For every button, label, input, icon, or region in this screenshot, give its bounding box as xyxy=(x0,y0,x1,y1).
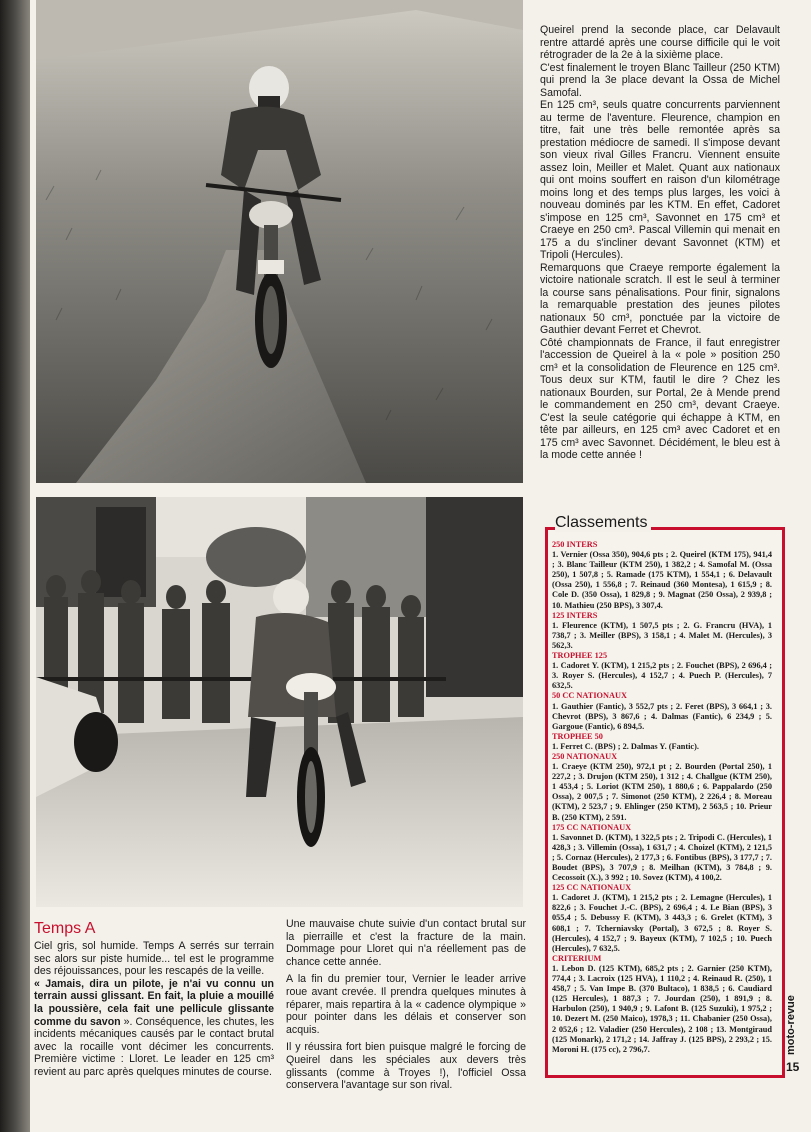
article-paragraph: Il y réussira fort bien puisque malgré le forcing de Queirel dans les spéciales aux devers très glissants (comme à Troyes !), l'officiel Ossa conservera l'avantage sur son rival. xyxy=(286,1041,526,1092)
category-results: 1. Gauthier (Fantic), 3 552,7 pts ; 2. Feret (BPS), 3 664,1 ; 3. Chevrot (BPS), 3 867,6 ; 4. Dalmas (Fantic), 6 234,9 ; 5. Gargoue (Fantic), 6 894,5. xyxy=(552,701,772,731)
article-paragraph: C'est finalement le troyen Blanc Tailleur (250 KTM) qui prend la 3e place devant la Ossa de Michel Samofal. xyxy=(540,61,780,99)
category-results: 1. Craeye (KTM 250), 972,1 pt ; 2. Bourden (Portal 250), 1 227,2 ; 3. Drujon (KTM 250), 1 312 ; 4. Challgue (KTM 250), 1 453,4 ; 5. Loriot (KTM 250), 1 880,6 ; 6. Pappalardo (250 Ossa), 2 007,5 ; 7. Simonot (250 KTM), 2 226,4 ; 8. Moreau (KTM), 2 523,7 ; 9. Ehlinger (250 KTM), 2 563,5 ; 10. Prieur B. (250 KTM), 2 591. xyxy=(552,762,772,822)
category-results: 1. Lebon D. (125 KTM), 685,2 pts ; 2. Garnier (250 KTM), 774,4 ; 3. Lacroix (125 HVA), 1 110,2 ; 4. Reinaud R. (250), 1 458,7 ; 5. Van Impe B. (370 Bultaco), 1 838,5 ; 6. Caudiard (125 Hercules), 1 887,3 ; 7. Jourdan (250), 1 891,9 ; 8. Harbulon (250), 1 940,9 ; 9. Lafont B. (125 Suzuki), 1 975,2 ; 10. Dezert M. (250 Maico), 1978,3 ; 11. Chabanier (250 Ossa), 2 052,6 ; 12. Valadier (250 Hercules), 2 108 ; 13. Montgiraud (125 Monark), 2 171,2 ; 14. Jaffray J. (125 BPS), 2 293,2 ; 15. Moroni H. (175 cc), 2 796,7. xyxy=(552,963,772,1054)
category-heading: 125 INTERS xyxy=(552,610,598,620)
section-title: Temps A xyxy=(34,920,96,937)
category-results: 1. Savonnet D. (KTM), 1 322,5 pts ; 2. Tripodi C. (Hercules), 1 428,3 ; 3. Villemin (Ossa), 1 631,7 ; 4. Choizel (KTM), 2 121,5 ; 5. Cornaz (Hercules), 2 177,3 ; 6. Fontibus (BPS), 3 177,7 ; 7. Boudet (BPS), 3 707,9 ; 8. Meilhan (KTM), 3 784,8 ; 9. Cecossoit (X.), 3 992 ; 10. Sovez (KTM), 4 100,2. xyxy=(552,832,772,883)
category-results: 1. Fleurence (KTM), 1 507,5 pts ; 2. G. Francru (HVA), 1 738,7 ; 3. Meiller (BPS), 3 158,1 ; 4. Malet M. (Hercules), 3 562,3. xyxy=(552,620,772,650)
left-photo-strip xyxy=(0,0,30,1132)
classements-content xyxy=(552,540,772,1055)
quote-bold: je n'ai vu connu un terrain aussi glissant. En fait, la pluie a mouillé la poussière, cela fait une pellicule glissante comme du savon xyxy=(34,977,275,1028)
article-paragraph: Remarquons que Craeye remporte également la victoire nationale scratch. Il est le seul à terminer la course sans pénalisations. Pour finir, signalons la remarquable prestation des jeunes pilotes nationaux 50 cm³, ponctuée par la victoire de Gauthier devant Ferret et Chevrot. xyxy=(540,261,780,336)
category-heading: 125 CC NATIONAUX xyxy=(552,883,632,893)
article-paragraph-quote xyxy=(34,978,274,1079)
article-paragraph: Queirel prend la seconde place, car Delavault rentre attardé après une course difficile qui le voit rétrograder de la 2e à la sixième place. xyxy=(540,24,780,61)
category-results: 1. Cadoret Y. (KTM), 1 215,2 pts ; 2. Fouchet (BPS), 2 696,4 ; 3. Royer S. (Hercules), 4 152,7 ; 4. Puech P. (Hercules), 7 632,5. xyxy=(552,661,772,691)
category-results: 1. Cadoret J. (KTM), 1 215,2 pts ; 2. Lemagne (Hercules), 1 822,6 ; 3. Fouchet J.-C. (BPS), 2 696,4 ; 4. Le Bian (BPS), 3 055,4 ; 5. Debussy F. (KTM), 3 443,3 ; 6. Grelet (KTM), 3 608,1 ; 7. Tcherniavsky (Portal), 3 672,5 ; 8. Royer S. (Hercules), 4 152,7 ; 9. Bayeux (KTM), 7 102,5 ; 10. Puech (Hercules), 7 632,5. xyxy=(552,893,772,953)
article-paragraph: En 125 cm³, seuls quatre concurrents parviennent au terme de l'aventure. Fleurence, champion en titre, fait une très belle remontée après sa prestation médiocre de samedi. Il s'impose devant son vieux rival Gilles Francru. Viennent ensuite assez loin, Meiller et Malet. Quant aux nationaux qui ont moins souffert en raison d'un kilométrage moins long et des temps plus larges, les voici à nouveau dominés par les KTM. En effet, Cadoret s'impose en 125 cm³, Savonnet en 175 cm³ et Craeye en 250 cm³. Pascal Villemin qui menait en 175 a du s'incliner devant Savonnet (KTM) et Tripoli (Hercules). xyxy=(540,99,780,261)
page-number: 15 xyxy=(786,1060,800,1074)
article-paragraph: Ciel gris, sol humide. Temps A serrés sur terrain sec alors sur piste humide... tel est le programme des réjouissances, pour les rescapés de la veille. xyxy=(34,940,274,978)
photo-rider-grass-path xyxy=(36,0,523,483)
quote-rest: ». Conséquence, les chutes, les incidents mécaniques causés par le contact brutal avec la rocaille vont décimer les concurrents. Première victime : Lloret. Le leader en 125 cm³ revient au parc après quelques minutes de course. xyxy=(34,1015,274,1078)
article-paragraph: Une mauvaise chute suivie d'un contact brutal sur la pierraille et c'est la fracture de la main. Dommage pour Lloret qui n'a réellement pas de chance cette année. xyxy=(286,918,526,968)
category-heading: TROPHEE 50 xyxy=(552,731,603,741)
photo-rider-village-crowd xyxy=(36,497,523,907)
category-heading: 250 NATIONAUX xyxy=(552,751,618,761)
category-heading: 175 CC NATIONAUX xyxy=(552,822,632,832)
category-heading: 250 INTERS xyxy=(552,540,598,549)
photo-bottom-drawing xyxy=(36,497,523,907)
article-paragraph: Côté championnats de France, il faut enregistrer l'accession de Queirel à la « pole » position 250 cm³ et la consolidation de Fleurence en 125 cm³. Tous deux sur KTM, fautil le dire ? Chez les nationaux Bourden, sur Portal, 2e à Mende prend le commandement en 250 cm³, devant Craeye. C'est la seule catégorie qui échappe à KTM, en tête par ailleurs, en 125 cm³ avec Cadoret et en 175 cm³ avec Savonnet. Décidément, le bleu est à la mode cette année ! xyxy=(540,336,780,461)
article-column-bottom-middle xyxy=(286,918,526,1097)
magazine-name: moto-revue xyxy=(785,995,797,1055)
category-heading: CRITERIUM xyxy=(552,953,602,963)
category-heading: TROPHEE 125 xyxy=(552,651,608,661)
category-heading: 50 CC NATIONAUX xyxy=(552,691,627,701)
article-column-top-right xyxy=(540,24,780,462)
quote-open: « Jamais, dira un pilote, xyxy=(34,977,169,990)
category-results: 1. Ferret C. (BPS) ; 2. Dalmas Y. (Fantic). xyxy=(552,741,699,751)
photo-top-drawing xyxy=(36,0,523,483)
article-paragraph: A la fin du premier tour, Vernier le leader arrive roue avant crevée. Il prendra quelques minutes à réparer, mais repartira à la « cadence olympique » pour pointer dans les délais et conserver son acquis. xyxy=(286,973,526,1036)
category-results: 1. Vernier (Ossa 350), 904,6 pts ; 2. Queirel (KTM 175), 941,4 ; 3. Blanc Tailleur (KTM 250), 1 382,2 ; 4. Samofal M. (Ossa 250), 1 507,8 ; 5. Ramade (175 KTM), 1 554,1 ; 6. Delavault (Ossa 250), 1 556,8 ; 7. Reinaud (360 Montesa), 1 615,9 ; 8. Cole D. (350 Ossa), 1 829,8 ; 9. Magnat (250 Ossa), 2 939,8 ; 10. Mathieu (250 BPS), 3 307,4. xyxy=(552,550,772,610)
classements-title: Classements xyxy=(555,514,651,532)
article-column-bottom-left xyxy=(34,940,274,1079)
